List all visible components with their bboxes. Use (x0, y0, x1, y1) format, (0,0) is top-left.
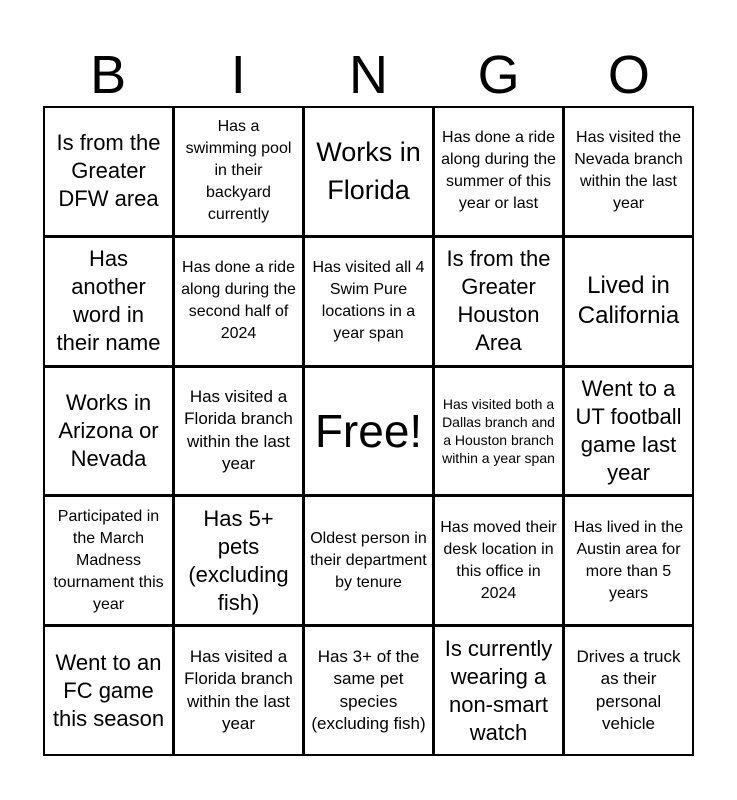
bingo-cell-3-4[interactable] (435, 368, 562, 495)
free-space-text: Free! (314, 404, 423, 457)
cell-text: Has visited a Florida branch within the last year (184, 386, 293, 474)
cell-text: Has visited both a Dallas branch and a Houston branch within a year span (442, 395, 555, 466)
header-letter-b: B (90, 45, 127, 105)
cell-text: Has 3+ of the same pet species (excluding fish) (311, 646, 426, 734)
bingo-board (43, 106, 694, 756)
header-letter-i: I (230, 45, 246, 105)
bingo-cell-4-4[interactable] (435, 497, 562, 624)
cell-text: Drives a truck as their personal vehicle (576, 646, 681, 734)
bingo-cell-4-1[interactable] (45, 497, 172, 624)
bingo-cell-2-5[interactable] (565, 238, 692, 365)
cell-text: Has another word in their name (56, 246, 161, 356)
cell-text: Is currently wearing a non-smart watch (444, 635, 553, 745)
bingo-cell-4-5[interactable] (565, 497, 692, 624)
bingo-cell-3-1[interactable] (45, 368, 172, 495)
cell-text: Went to an FC game this season (52, 649, 165, 731)
cell-text: Has visited the Nevada branch within the last year (574, 129, 683, 213)
bingo-cell-5-3[interactable] (305, 627, 432, 754)
bingo-cell-3-5[interactable] (565, 368, 692, 495)
bingo-cell-3-2[interactable] (175, 368, 302, 495)
bingo-cell-2-3[interactable] (305, 238, 432, 365)
cell-text: Has done a ride along during the second half of 2024 (181, 259, 296, 343)
cell-text: Has visited all 4 Swim Pure locations in a year span (312, 259, 425, 343)
bingo-cell-1-1[interactable] (45, 108, 172, 235)
bingo-cell-1-2[interactable] (175, 108, 302, 235)
bingo-cell-5-4[interactable] (435, 627, 562, 754)
bingo-cell-5-2[interactable] (175, 627, 302, 754)
cell-text: Has done a ride along during the summer of this year or last (441, 129, 556, 213)
bingo-cell-4-2[interactable] (175, 497, 302, 624)
bingo-cell-3-3-free[interactable] (305, 368, 432, 495)
cell-text: Works in Arizona or Nevada (58, 389, 159, 471)
bingo-cell-4-3[interactable] (305, 497, 432, 624)
bingo-cell-5-1[interactable] (45, 627, 172, 754)
cell-text: Has visited a Florida branch within the last year (184, 646, 293, 734)
header-letter-o: O (607, 45, 650, 105)
cell-text: Lived in California (577, 272, 680, 330)
bingo-cell-2-4[interactable] (435, 238, 562, 365)
bingo-cell-2-2[interactable] (175, 238, 302, 365)
bingo-cell-5-5[interactable] (565, 627, 692, 754)
cell-text: Has lived in the Austin area for more than 5 years (573, 518, 684, 602)
cell-text: Is from the Greater DFW area (56, 130, 161, 212)
cell-text: Has moved their desk location in this office in 2024 (440, 518, 557, 602)
cell-text: Has a swimming pool in their backyard currently (185, 118, 292, 224)
cell-text: Is from the Greater Houston Area (446, 246, 551, 356)
cell-text: Works in Florida (316, 137, 421, 206)
cell-text: Went to a UT football game last year (575, 375, 682, 485)
bingo-cell-1-3[interactable] (305, 108, 432, 235)
header-letter-n: N (348, 45, 388, 105)
bingo-cell-2-1[interactable] (45, 238, 172, 365)
cell-text: Participated in the March Madness tournament this year (53, 507, 164, 613)
cell-text: Oldest person in their department by tenure (310, 529, 427, 591)
bingo-cell-1-5[interactable] (565, 108, 692, 235)
bingo-cell-1-4[interactable] (435, 108, 562, 235)
header-letter-g: G (477, 45, 520, 105)
cell-text: Has 5+ pets (excluding fish) (188, 505, 289, 615)
bingo-header (43, 44, 694, 106)
